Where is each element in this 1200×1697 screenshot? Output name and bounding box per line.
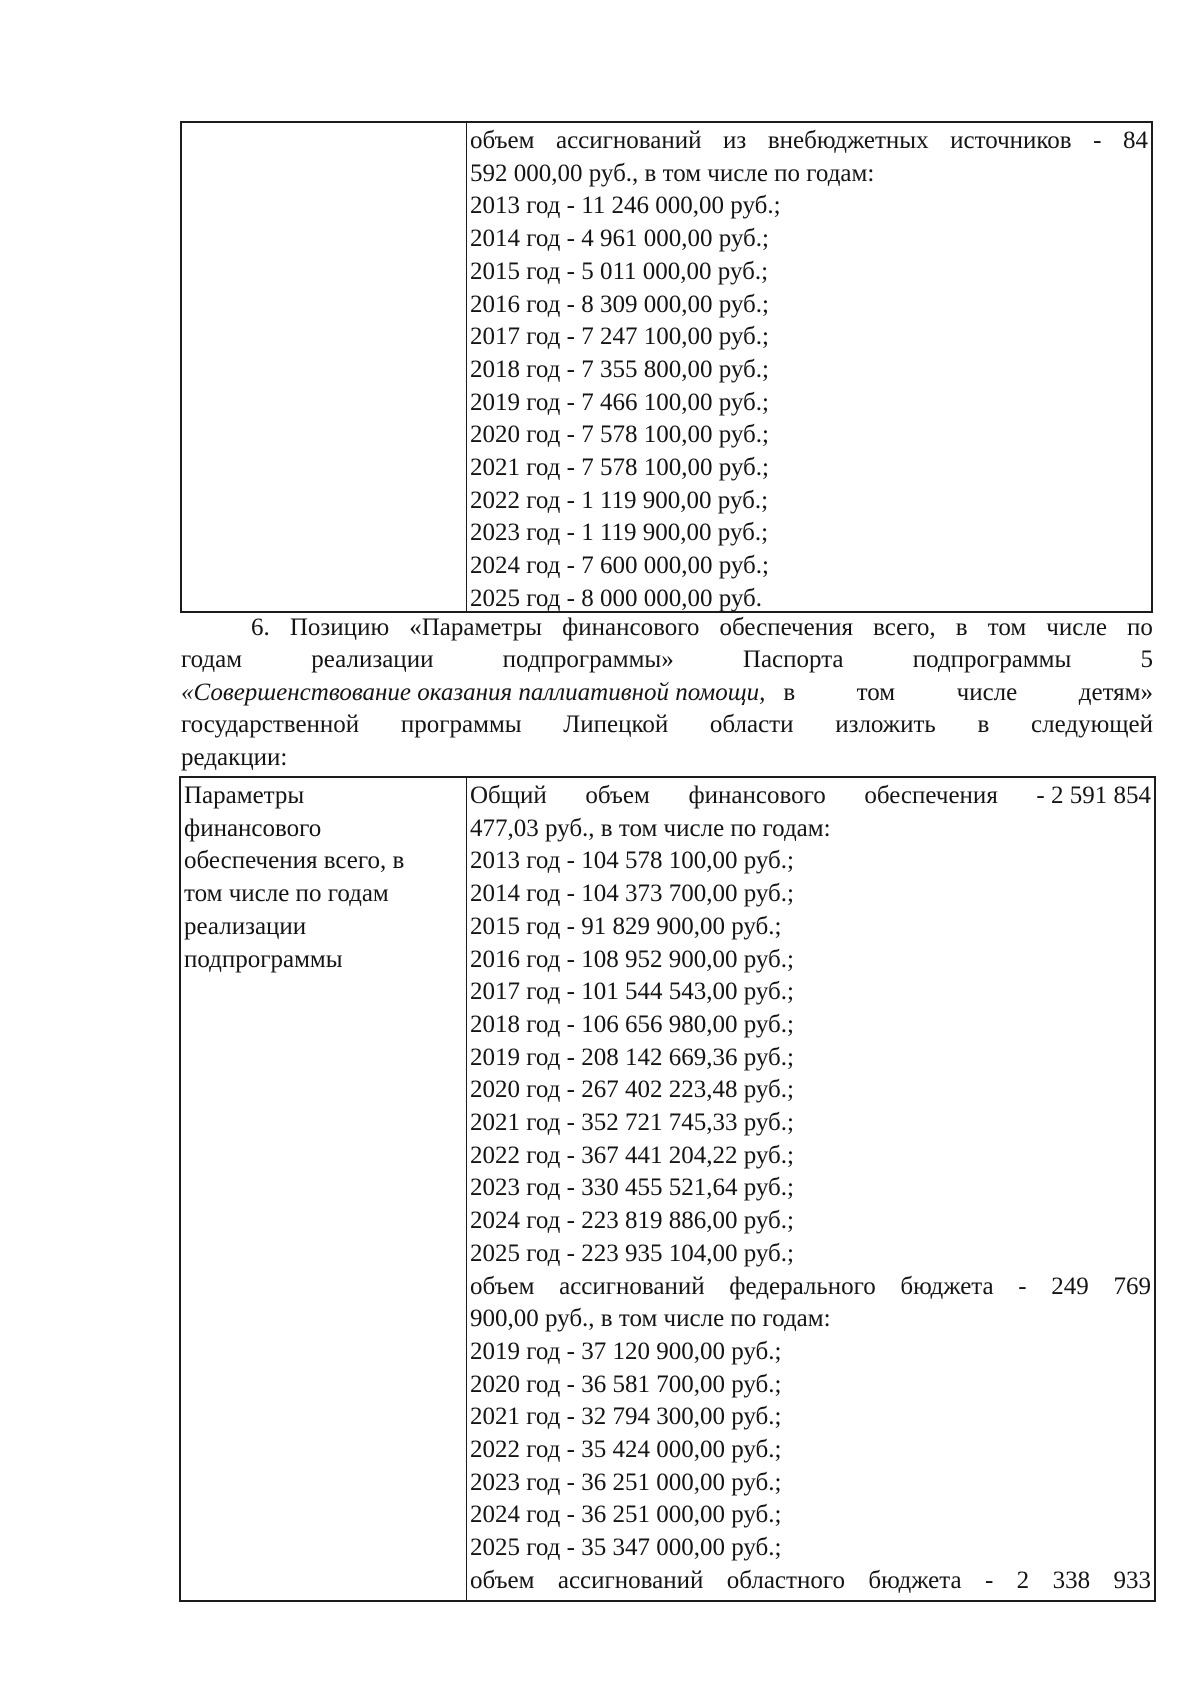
word: 2: [1016, 1566, 1030, 1594]
word: бюджета: [900, 1272, 994, 1300]
word: 249: [1051, 1272, 1089, 1300]
text-line: 2015 год - 91 829 900,00 руб.;: [470, 912, 782, 940]
word: обеспечения: [864, 782, 998, 809]
label-line: Параметры: [184, 782, 305, 809]
text-line: 2022 год - 1 119 900,00 руб.;: [470, 486, 769, 514]
text-line: 477,03 руб., в том числе по годам:: [470, 814, 831, 842]
word: -: [1018, 1272, 1027, 1300]
word: объем: [585, 782, 650, 809]
text-line: 2022 год - 367 441 204,22 руб.;: [470, 1141, 794, 1169]
word: детям»: [1078, 678, 1153, 706]
word: федерального: [729, 1272, 876, 1300]
word: 84: [1122, 127, 1148, 154]
word: финансового: [562, 614, 700, 641]
text-line: 2025 год - 8 000 000,00 руб.: [470, 584, 763, 612]
word: 5: [1140, 646, 1153, 674]
text-line: 2020 год - 36 581 700,00 руб.;: [470, 1370, 782, 1398]
label-line: реализации: [184, 912, 307, 940]
word: ассигнований: [557, 1566, 704, 1594]
word: -: [1093, 127, 1102, 154]
word: следующей: [1031, 711, 1153, 739]
label-line: финансового: [184, 814, 322, 842]
text-line: 2017 год - 7 247 100,00 руб.;: [470, 323, 769, 351]
word: Общий: [470, 782, 547, 809]
table2-right-cell: [468, 778, 1154, 1600]
text-line: 2013 год - 11 246 000,00 руб.;: [470, 192, 781, 220]
column-divider: [466, 123, 467, 611]
word: числе: [956, 678, 1018, 706]
label-line: том числе по годам: [184, 880, 389, 908]
column-divider: [466, 778, 467, 1600]
text-line: 2020 год - 267 402 223,48 руб.;: [470, 1076, 794, 1104]
text-line: 2015 год - 5 011 000,00 руб.;: [470, 257, 769, 285]
word: Паспорта: [742, 646, 844, 674]
text-line: 2019 год - 7 466 100,00 руб.;: [470, 388, 769, 416]
text-line: 2022 год - 35 424 000,00 руб.;: [470, 1436, 782, 1464]
text-line: 2020 год - 7 578 100,00 руб.;: [470, 421, 769, 449]
word: Липецкой: [563, 711, 669, 739]
word: в: [783, 678, 796, 706]
word: в: [977, 711, 990, 739]
word: ассигнований: [555, 127, 702, 154]
word: областного: [726, 1566, 845, 1594]
word: финансового: [688, 782, 826, 809]
label-line: подпрограммы: [184, 945, 343, 973]
word: - 2 591 854: [1036, 782, 1151, 809]
paragraph-line-3: [181, 677, 1153, 709]
word: 769: [1113, 1272, 1151, 1300]
word: обеспечения: [719, 614, 853, 641]
word: Позицию: [289, 614, 390, 641]
word: 6.: [251, 614, 270, 641]
paragraph-line-2: [181, 644, 1153, 676]
text-line: 2025 год - 223 935 104,00 руб.;: [470, 1239, 794, 1267]
text-line: 900,00 руб., в том числе по годам:: [470, 1305, 831, 1333]
word: реализации: [311, 646, 434, 674]
word: всего,: [873, 614, 936, 641]
justified-text-line: [470, 125, 1148, 158]
word: объем: [470, 1566, 535, 1594]
word: годам: [181, 646, 243, 674]
table1-right-cell: [468, 123, 1151, 611]
text-line: 2024 год - 36 251 000,00 руб.;: [470, 1501, 782, 1529]
word: «Параметры: [409, 614, 542, 641]
text-line: 2016 год - 108 952 900,00 руб.;: [470, 945, 794, 973]
word: -: [984, 1566, 994, 1594]
paragraph-line-1: [181, 612, 1153, 644]
text-line: 2014 год - 104 373 700,00 руб.;: [470, 880, 794, 908]
word: 933: [1113, 1566, 1151, 1594]
text-line: 2013 год - 104 578 100,00 руб.;: [470, 847, 794, 875]
word: по: [1127, 614, 1153, 641]
funding-parameters-table: [179, 776, 1156, 1602]
justified-text-line: [470, 780, 1151, 813]
amendment-paragraph: [181, 612, 1153, 774]
word: объем: [470, 1272, 535, 1300]
paragraph-line-5: [181, 742, 1153, 774]
word: в: [955, 614, 968, 641]
word: подпрограммы: [912, 646, 1072, 674]
text-line: 2019 год - 208 142 669,36 руб.;: [470, 1043, 794, 1071]
text-line: 2025 год - 35 347 000,00 руб.;: [470, 1534, 782, 1562]
text-line: 2023 год - 1 119 900,00 руб.;: [470, 519, 769, 547]
word: числе: [1046, 614, 1107, 641]
word: изложить: [835, 711, 936, 739]
word: источников: [950, 127, 1072, 154]
text-line: 2016 год - 8 309 000,00 руб.;: [470, 290, 769, 318]
word: объем: [470, 127, 535, 154]
text-line: 2014 год - 4 961 000,00 руб.;: [470, 225, 769, 253]
text-line: 2024 год - 223 819 886,00 руб.;: [470, 1207, 794, 1235]
text-line: 2024 год - 7 600 000,00 руб.;: [470, 552, 769, 580]
justified-text-line: [470, 1565, 1151, 1598]
paragraph-line-3-rest: [783, 677, 1153, 709]
word: области: [709, 711, 794, 739]
word: из: [723, 127, 747, 154]
text-line: 2019 год - 37 120 900,00 руб.;: [470, 1337, 782, 1365]
text-line: 2021 год - 7 578 100,00 руб.;: [470, 454, 769, 482]
word: внебюджетных: [767, 127, 929, 154]
text-line: 2023 год - 330 455 521,64 руб.;: [470, 1174, 794, 1202]
word: подпрограммы»: [502, 646, 674, 674]
table2-left-cell: [181, 778, 465, 1600]
text-line: 2017 год - 101 544 543,00 руб.;: [470, 978, 794, 1006]
word: том: [856, 678, 896, 706]
text-line: 2018 год - 7 355 800,00 руб.;: [470, 355, 769, 383]
funding-table-continuation: [180, 121, 1153, 613]
justified-text-line: [470, 1271, 1151, 1304]
label-line: обеспечения всего, в: [184, 847, 405, 875]
text-line: 592 000,00 руб., в том числе по годам:: [470, 159, 875, 187]
subprogram-title-italic: «Совершенствование оказания паллиативной помощи,: [181, 678, 766, 706]
paragraph-line-4: [181, 709, 1153, 741]
word: том: [987, 614, 1027, 641]
word: ассигнований: [559, 1272, 705, 1300]
text-line: 2018 год - 106 656 980,00 руб.;: [470, 1010, 794, 1038]
word: программы: [400, 711, 522, 739]
text-line: 2021 год - 32 794 300,00 руб.;: [470, 1403, 782, 1431]
text-line: 2023 год - 36 251 000,00 руб.;: [470, 1468, 782, 1496]
word: государственной: [181, 711, 360, 739]
word: бюджета: [868, 1566, 962, 1594]
paragraph-line-5-text: редакции:: [181, 743, 288, 771]
word: 338: [1052, 1566, 1091, 1594]
text-line: 2021 год - 352 721 745,33 руб.;: [470, 1109, 794, 1137]
